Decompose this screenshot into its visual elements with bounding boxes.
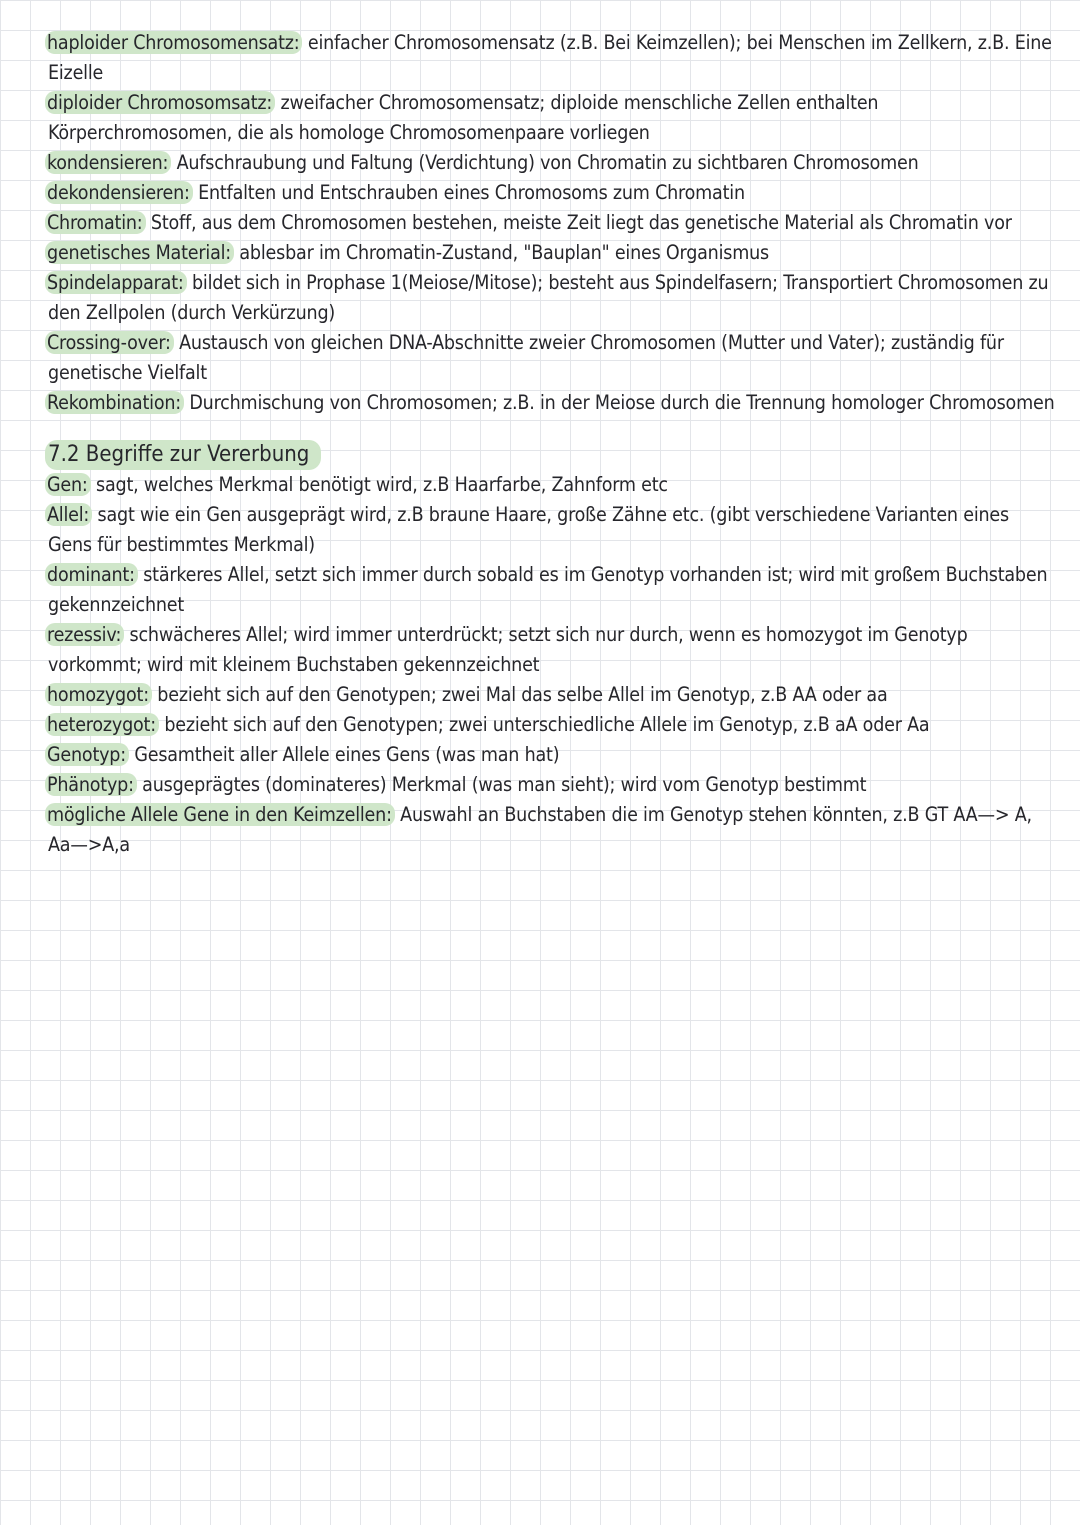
entry-allel bbox=[48, 500, 1058, 560]
term-label: rezessiv: bbox=[45, 623, 124, 646]
notes-page bbox=[48, 28, 1058, 860]
term-label: Chromatin: bbox=[45, 211, 146, 234]
definition-text: stärkeres Allel, setzt sich immer durch sobald es im Genotyp vorhanden ist; wird mit großem Buchstaben gekennzeichnet bbox=[48, 563, 1048, 616]
entry-chromatin bbox=[48, 208, 1058, 238]
entry-crossing-over bbox=[48, 328, 1058, 388]
entry-haploid bbox=[48, 28, 1058, 88]
term-label: haploider Chromosomensatz: bbox=[45, 31, 302, 54]
entry-rekombination bbox=[48, 388, 1058, 418]
definition-text: sagt wie ein Gen ausgeprägt wird, z.B braune Haare, große Zähne etc. (gibt verschiedene Varianten eines Gens für bestimmtes Merkmal) bbox=[48, 503, 1009, 556]
term-label: Allel: bbox=[45, 503, 92, 526]
term-label: Gen: bbox=[45, 473, 91, 496]
entry-moegliche-allele bbox=[48, 800, 1058, 860]
section-vererbung-terms bbox=[48, 418, 1058, 860]
term-label: genetisches Material: bbox=[45, 241, 234, 264]
entry-phaenotyp bbox=[48, 770, 1058, 800]
definition-text: einfacher Chromosomensatz (z.B. Bei Keimzellen); bei Menschen im Zellkern, z.B. Eine Eizelle bbox=[48, 31, 1052, 84]
definition-text: zweifacher Chromosomensatz; diploide menschliche Zellen enthalten Körperchromosomen, die als homologe Chromosomenpaare vorliegen bbox=[48, 91, 879, 144]
definition-text: bezieht sich auf den Genotypen; zwei unterschiedliche Allele im Genotyp, z.B aA oder Aa bbox=[158, 713, 930, 736]
definition-text: Auswahl an Buchstaben die im Genotyp stehen könnten, z.B GT AA—> A, Aa—>A,a bbox=[48, 803, 1032, 856]
entry-diploid bbox=[48, 88, 1058, 148]
term-label: Spindelapparat: bbox=[45, 271, 187, 294]
entry-genotyp bbox=[48, 740, 1058, 770]
definition-text: Austausch von gleichen DNA-Abschnitte zweier Chromosomen (Mutter und Vater); zuständig für genetische Vielfalt bbox=[48, 331, 1004, 384]
entry-gen bbox=[48, 470, 1058, 500]
definition-text: Durchmischung von Chromosomen; z.B. in der Meiose durch die Trennung homologer Chromosomen bbox=[184, 391, 1055, 414]
definition-text: Entfalten und Entschrauben eines Chromosoms zum Chromatin bbox=[192, 181, 745, 204]
term-label: Crossing-over: bbox=[45, 331, 174, 354]
definition-text: sagt, welches Merkmal benötigt wird, z.B Haarfarbe, Zahnform etc bbox=[90, 473, 668, 496]
entry-heterozygot bbox=[48, 710, 1058, 740]
section-chromosome-terms bbox=[48, 28, 1058, 418]
definition-text: Gesamtheit aller Allele eines Gens (was man hat) bbox=[128, 743, 560, 766]
entry-homozygot bbox=[48, 680, 1058, 710]
term-label: diploider Chromosomsatz: bbox=[45, 91, 275, 114]
term-label: homozygot: bbox=[45, 683, 152, 706]
section-heading: 7.2 Begriffe zur Vererbung bbox=[45, 440, 321, 470]
term-label: mögliche Allele Gene in den Keimzellen: bbox=[45, 803, 395, 826]
definition-text: Aufschraubung und Faltung (Verdichtung) von Chromatin zu sichtbaren Chromosomen bbox=[171, 151, 919, 174]
definition-text: ausgeprägtes (dominateres) Merkmal (was man sieht); wird vom Genotyp bestimmt bbox=[136, 773, 867, 796]
definition-text: bezieht sich auf den Genotypen; zwei Mal das selbe Allel im Genotyp, z.B AA oder aa bbox=[151, 683, 888, 706]
entry-rezessiv bbox=[48, 620, 1058, 680]
term-label: dekondensieren: bbox=[45, 181, 193, 204]
definition-text: ablesbar im Chromatin-Zustand, "Bauplan" eines Organismus bbox=[234, 241, 769, 264]
definition-text: bildet sich in Prophase 1(Meiose/Mitose); besteht aus Spindelfasern; Transportiert Chromosomen zu den Zellpolen (durch Verkürzung) bbox=[48, 271, 1049, 324]
entry-dekondensieren bbox=[48, 178, 1058, 208]
term-label: dominant: bbox=[45, 563, 138, 586]
entry-dominant bbox=[48, 560, 1058, 620]
entry-genetisches-material bbox=[48, 238, 1058, 268]
definition-text: schwächeres Allel; wird immer unterdrückt; setzt sich nur durch, wenn es homozygot im Genotyp vorkommt; wird mit kleinem Buchstaben gekennzeichnet bbox=[48, 623, 968, 676]
entry-spindelapparat bbox=[48, 268, 1058, 328]
term-label: Rekombination: bbox=[45, 391, 184, 414]
term-label: kondensieren: bbox=[45, 151, 171, 174]
term-label: Genotyp: bbox=[45, 743, 129, 766]
term-label: Phänotyp: bbox=[45, 773, 137, 796]
entry-kondensieren bbox=[48, 148, 1058, 178]
definition-text: Stoff, aus dem Chromosomen bestehen, meiste Zeit liegt das genetische Material als Chromatin vor bbox=[145, 211, 1012, 234]
term-label: heterozygot: bbox=[45, 713, 159, 736]
